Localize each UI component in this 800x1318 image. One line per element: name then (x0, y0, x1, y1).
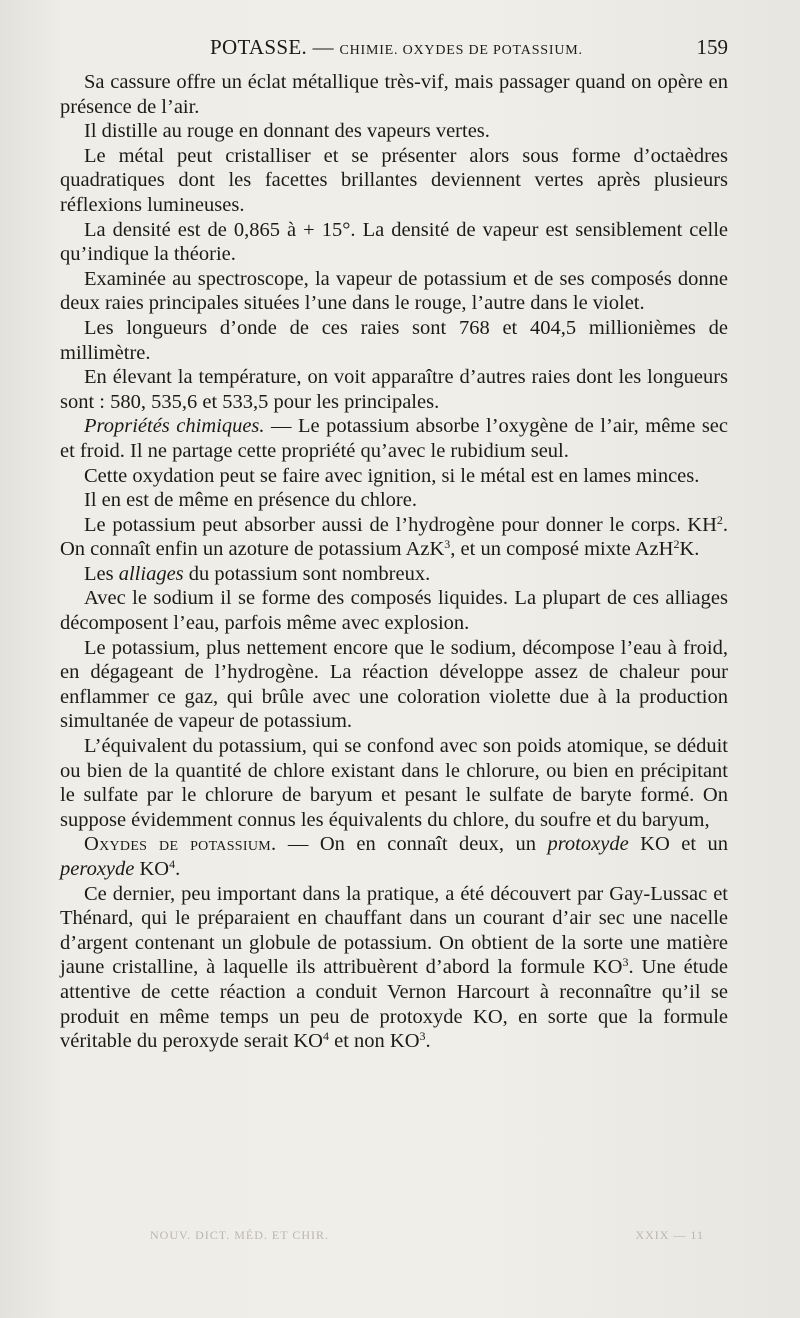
superscript: 3 (419, 1029, 426, 1044)
paragraph: Le potassium peut absorber aussi de l’hydrogène pour donner le corps. $KH^2$. On connaît enfin un azoture de potassium AzK$^3$, et un composé mixte AzH$^2$K. (60, 512, 728, 561)
signature-right: XXIX — 11 (635, 1228, 704, 1242)
superscript: 3 (622, 955, 629, 970)
emphasis-alliages: alliages (118, 562, 184, 585)
superscript: 4 (169, 857, 176, 871)
section-heading-chemical-properties: Propriétés chimiques. (84, 415, 265, 438)
paragraph: Sa cassure offre un éclat métallique très-vif, mais passager quand on opère en présence de l’air. (60, 71, 728, 118)
page-body (60, 70, 728, 1054)
paragraph: Le potassium, plus nettement encore que le sodium, décompose l’eau à froid, en dégageant de l’hydrogène. La réaction développe assez de chaleur pour enflammer ce gaz, qui brûle avec une coloration violette due à la production simultanée de vapeur de potassium. (60, 636, 728, 733)
superscript: 2 (673, 537, 680, 552)
running-title (210, 34, 583, 64)
paragraph: Il distille au rouge en donnant des vapeurs vertes. (84, 120, 490, 143)
header-subtitle: CHIMIE. OXYDES DE POTASSIUM. (339, 43, 583, 58)
paragraph: Il en est de même en présence du chlore. (84, 489, 417, 512)
superscript: 4 (323, 1029, 329, 1044)
signature-line (60, 1228, 728, 1248)
emphasis-peroxyde: peroxyde (60, 858, 135, 880)
header-dash: — (312, 35, 334, 59)
section-heading-oxides: Oxydes de potassium. (84, 833, 277, 856)
signature-left: NOUV. DICT. MÉD. ET CHIR. (150, 1228, 330, 1242)
paragraph: Cette oxydation peut se faire avec ignition, si le métal est en lames minces. (84, 464, 700, 487)
paragraph: Le métal peut cristalliser et se présenter alors sous forme d’octaèdres quadratiques dont les facettes brillantes deviennent vertes après plusieurs réflexions lumineuses. (60, 144, 728, 216)
header-title: POTASSE. (210, 35, 307, 59)
paragraph: Ce dernier, peu important dans la pratique, a été découvert par Gay-Lussac et Thénard, qui le préparaient en chauffant dans un courant d’air sec une nacelle d’argent contenant un globule de potassium. On obtient de la sorte une matière jaune cristalline, à laquelle ils attribuèrent d’abord la formule $KO^3$. Une étude attentive de cette réaction a conduit Vernon Harcourt à reconnaître qu’il se produit en même temps un peu de protoxyde KO, en sorte que la formule véritable du peroxyde serait $KO^4$ et non $KO^3$. (60, 882, 729, 1053)
paragraph: Oxydes de potassium. — On en connaît deux, un protoxyde KO et un peroxyde $KO^4$. (60, 833, 728, 880)
paragraph: Les longueurs d’onde de ces raies sont 768 et 404,5 millionièmes de millimètre. (60, 316, 728, 364)
paragraph: L’équivalent du potassium, qui se confond avec son poids atomique, se déduit ou bien de la quantité de chlore existant dans le chlorure, ou bien en précipitant le sulfate par le chlorure de baryum et pesant le sulfate de baryte formé. On suppose évidemment connus les équivalents du chlore, du soufre et du baryum, (60, 735, 728, 831)
paragraph: Les alliages du potassium sont nombreux. (84, 562, 431, 585)
page-number: 159 (696, 35, 728, 59)
paragraph: Propriétés chimiques. — Le potassium absorbe l’oxygène de l’air, même sec et froid. Il ne partage cette propriété qu’avec le rubidium seul. (60, 415, 729, 462)
superscript: 3 (444, 537, 451, 552)
paragraph: Avec le sodium il se forme des composés liquides. La plupart de ces alliages décomposent l’eau, parfois même avec explosion. (60, 587, 728, 635)
superscript: 2 (716, 512, 723, 527)
paragraph: La densité est de 0,865 à + 15°. La densité de vapeur est sensiblement celle qu’indique la théorie. (60, 218, 728, 266)
paragraph: En élevant la température, on voit apparaître d’autres raies dont les longueurs sont : 580, 535,6 et 533,5 pour les principales. (60, 366, 728, 413)
running-header (60, 34, 728, 60)
emphasis-protoxyde: protoxyde (547, 833, 629, 856)
paragraph: Examinée au spectroscope, la vapeur de potassium et de ses composés donne deux raies principales situées l’une dans le rouge, l’autre dans le violet. (60, 267, 728, 315)
